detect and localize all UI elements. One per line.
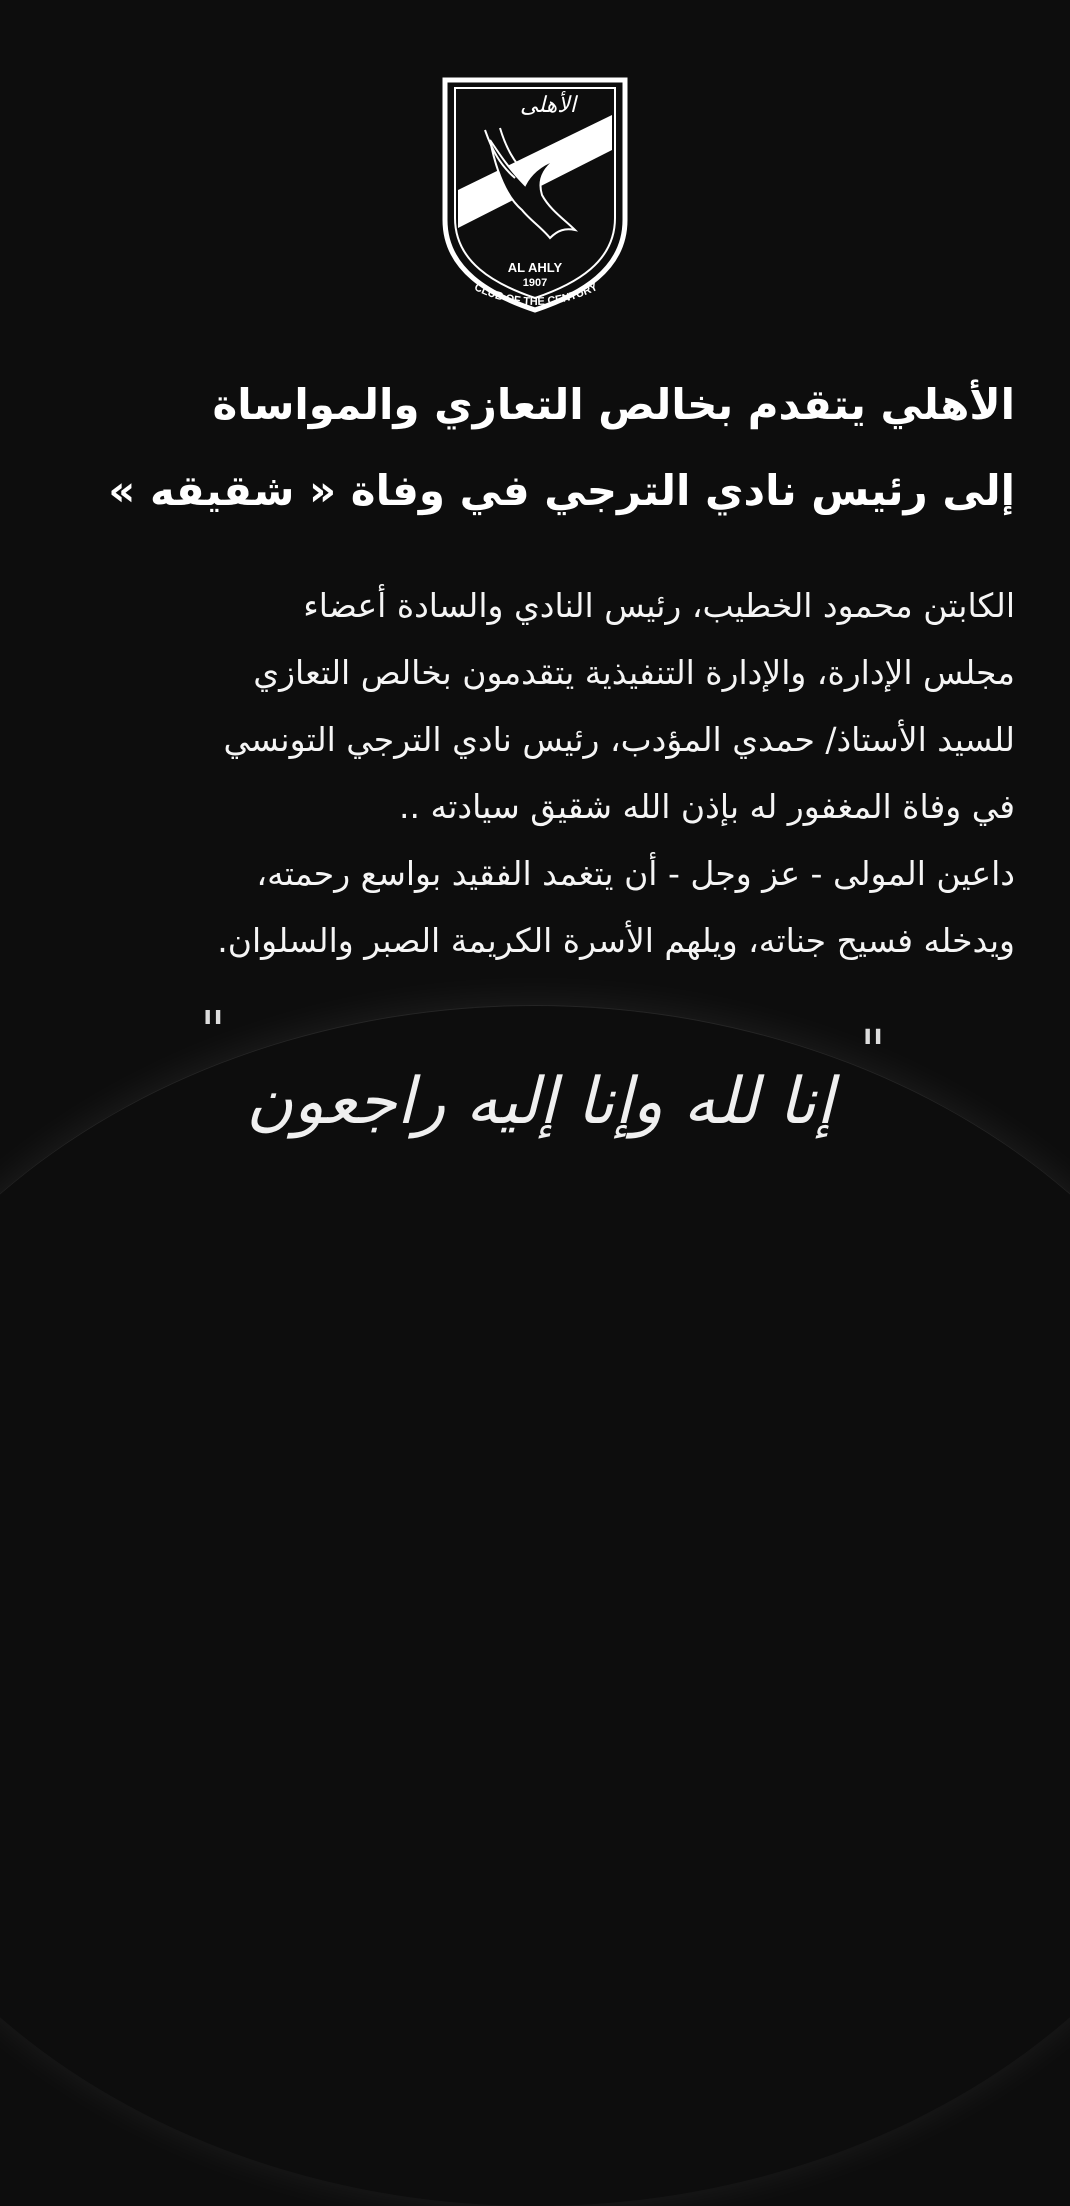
svg-text:": " — [200, 1010, 226, 1064]
condolence-message — [55, 572, 1015, 974]
message-line: في وفاة المغفور له بإذن الله شقيق سيادته .. — [399, 787, 1015, 826]
message-line: داعين المولى - عز وجل - أن يتغمد الفقيد بواسع رحمته، — [256, 854, 1015, 893]
logo-year: 1907 — [522, 277, 548, 289]
logo-arabic-name: الأهلى — [520, 93, 576, 118]
message-line: الكابتن محمود الخطيب، رئيس النادي والسادة أعضاء — [303, 586, 1015, 625]
al-ahly-crest — [430, 70, 640, 330]
svg-text:": " — [860, 1019, 886, 1084]
logo-name: AL AHLY — [507, 260, 563, 275]
calligraphy-text: إنا لله وإنا إليه راجعون — [246, 1065, 834, 1139]
headline — [55, 362, 1015, 534]
message-line: مجلس الإدارة، والإدارة التنفيذية يتقدمون بخالص التعازي — [253, 653, 1015, 692]
message-line: للسيد الأستاذ/ حمدي المؤدب، رئيس نادي الترجي التونسي — [223, 720, 1015, 759]
message-line: ويدخله فسيح جناته، ويلهم الأسرة الكريمة الصبر والسلوان. — [217, 921, 1015, 960]
calligraphy-verse — [190, 1010, 890, 1210]
headline-line-2: إلى رئيس نادي الترجي في وفاة « شقيقه » — [108, 466, 1015, 515]
logo-motto: CLUB OF THE CENTURY — [472, 281, 600, 309]
headline-line-1: الأهلي يتقدم بخالص التعازي والمواساة — [212, 380, 1015, 429]
al-ahly-logo — [430, 70, 640, 330]
